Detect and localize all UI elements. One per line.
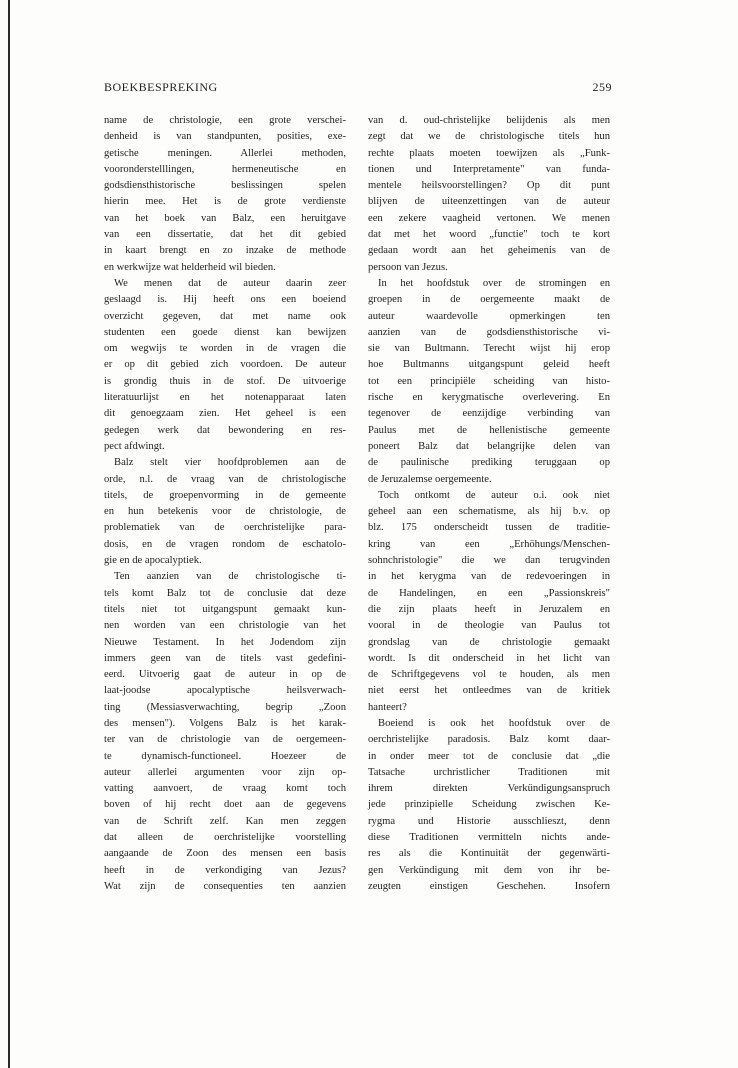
text-line: van d. oud-christelijke belijdenis als men [368,115,610,126]
text-line: sohnchristologie" die we dan terugvinden [368,555,610,567]
text-line: des mensen"). Volgens Balz is het karak- [104,717,346,729]
text-line: blijven de uiteenzettingen van de auteur [368,196,610,208]
text-line: niet eerst het ontleedmes van de kritiek [368,685,610,697]
text-line: Wat zijn de consequenties ten aanzien [104,880,346,892]
text-line: hoe Bultmanns uitgangspunt geleid heeft [368,359,610,371]
text-line: de paulinische prediking teruggaan op [368,457,610,469]
text-line: de Jeruzalemse oergemeente. [368,473,492,485]
text-line: grondslag van de christologie gemaakt [368,636,610,648]
text-line: de Handelingen, en een „Passionskreis" [368,587,610,599]
text-line: van het boek van Balz, een heruitgave [104,212,346,224]
text-line: poneert Balz dat belangrijke delen van [368,440,610,452]
text-line: titels niet tot uitgangspunt gemaakt kun- [104,603,346,615]
text-line: jede prinzipielle Scheidung zwischen Ke- [368,799,610,811]
text-line: geslaagd is. Hij heeft ons een boeiend [104,294,346,306]
text-line: dat met het woord „functie" toch te kort [368,229,610,241]
text-line: gedegen werk dat bewondering en res- [104,424,346,436]
binding-edge-line [8,0,10,1068]
right-text-column [368,113,610,895]
running-head: BOEKBESPREKING [104,80,218,94]
text-line: de Schriftgegevens vol te houden, als men [368,669,610,681]
text-line: auteur waardevolle opmerkingen ten [368,310,610,322]
text-line: tels komt Balz tot de conclusie dat deze [104,587,346,599]
text-line: gedaan wordt aan het geheimenis van de [368,245,610,257]
text-line: getische meningen. Allerlei methoden, [104,147,346,159]
text-line: rechte plaats moeten toewijzen als „Funk- [368,147,610,159]
text-line: vooronderstelllingen, hermeneutische en [104,163,346,175]
text-line: en werkwijze wat helderheid wil bieden. [104,261,276,273]
text-line: dosis, en de vragen rondom de eschatolo- [104,538,346,550]
text-line: oerchristelijke paradosis. Balz komt daar- [368,734,610,746]
text-line: heeft in de verkondiging van Jezus? [104,864,346,876]
text-line: in het kerygma van de redevoeringen in [368,571,610,583]
text-line: gen Verkündigung mit dem von ihr be- [368,864,610,876]
page-number: 259 [592,80,612,94]
text-line: te dynamisch-functioneel. Hoezeer de [104,750,346,762]
text-line: om wegwijs te worden in de vragen die [104,343,346,355]
text-line: dit genoegzaam zien. Het geheel is een [104,408,346,420]
text-line: er op dit gebied zich voordoen. De auteur [104,359,346,371]
text-line: problematiek van de oerchristelijke para- [104,522,346,534]
text-line: diese Traditionen vermitteln nichts ande- [368,832,610,844]
text-line: In het hoofdstuk over de stromingen en [378,277,610,289]
text-line: van de Schrift zelf. Kan men zeggen [104,815,346,827]
text-line: boven of hij recht doet aan de gegevens [104,799,346,811]
text-line: immers geen van de titels vast gedefini- [104,652,346,664]
text-line: ter van de christologie van de oergemeen- [104,734,346,746]
text-line: Balz stelt vier hoofdproblemen aan de [114,457,346,469]
text-line: kring van een „Erhöhungs/Menschen- [368,538,610,550]
text-line: en hun betekenis voor de christologie, de [104,506,346,518]
text-line: in kaart brengt en zo inzake de methode [104,245,346,257]
text-line: tegenover de eenzijdige verbinding van [368,408,610,420]
text-line: vooral in de theologie van Paulus tot [368,620,610,632]
text-line: groepen in de oergemeente maakt de [368,294,610,306]
text-line: studenten een goede dienst kan bewijzen [104,326,346,338]
text-line: sie van Bultmann. Terecht wijst hij erop [368,343,610,355]
text-line: pect afdwingt. [104,440,165,452]
text-line: orde, n.l. de vraag van de christologische [104,473,346,485]
text-line: name de christologie, een grote verschei- [104,115,346,126]
text-line: zegt dat we de christologische titels hun [368,131,610,143]
text-line: vatting aanvoert, de vraag komt toch [104,783,346,795]
text-line: aanzien van de godsdiensthistorische vi- [368,326,610,338]
text-line: Tatsache urchristlicher Traditionen mit [368,766,610,778]
text-line: hanteert? [368,701,407,713]
text-line: persoon van Jezus. [368,261,448,273]
text-line: denheid is van standpunten, posities, exe- [104,131,346,143]
text-line: in onder meer tot de conclusie dat „die [368,750,610,762]
text-line: auteur allerlei argumenten voor zijn op- [104,766,346,778]
text-line: Boeiend is ook het hoofdstuk over de [378,717,610,729]
text-line: een zekere vaagheid vertonen. We menen [368,212,610,224]
text-line: hierin mee. Het is de grote verdienste [104,196,346,208]
text-line: die zijn plaats heeft in Jeruzalem en [368,603,610,615]
text-line: titels, de groepenvorming in de gemeente [104,489,346,501]
text-line: tot een principiële scheiding van histo- [368,375,610,387]
text-line: res als die Kontinuität der gegenwärti- [368,848,610,860]
text-line: godsdiensthistorische beslissingen spelen [104,180,346,192]
text-line: ihrem direkten Verkündigungsanspruch [368,783,610,795]
text-line: Nieuwe Testament. In het Jodendom zijn [104,636,346,648]
text-line: dat alleen de oerchristelijke voorstelling [104,832,346,844]
text-line: laat-joodse apocalyptische heilsverwach- [104,685,346,697]
text-line: overzicht gegeven, dat met name ook [104,310,346,322]
text-line: zeugten einstigen Geschehen. Insofern [368,880,610,892]
text-line: is grondig thuis in de stof. De uitvoerige [104,375,346,387]
text-line: Paulus met de hellenistische gemeente [368,424,610,436]
text-line: gie en de apocalyptiek. [104,555,202,567]
text-line: literatuurlijst en het notenapparaat laten [104,392,346,404]
text-line: ting (Messiasverwachting, begrip „Zoon [104,701,346,713]
text-line: eerd. Uitvoerig gaat de auteur in op de [104,669,346,681]
page-header [104,80,612,98]
text-line: van een dissertatie, dat het dit gebied [104,229,346,241]
text-line: Toch ontkomt de auteur o.i. ook niet [378,489,610,501]
text-line: tionen und Interpretamente" van funda- [368,163,610,175]
text-line: rygma und Historie ausschlieszt, denn [368,815,610,827]
text-line: nen worden van een christologie van het [104,620,346,632]
left-text-column [104,113,346,895]
text-line: aangaande de Zoon des mensen een basis [104,848,346,860]
text-line: geheel aan een schematisme, als hij b.v. op [368,506,610,518]
text-line: Ten aanzien van de christologische ti- [114,571,346,583]
text-line: rische en kerygmatische overlevering. En [368,392,610,404]
text-line: blz. 175 onderscheidt tussen de traditie- [368,522,610,534]
text-line: wordt. Is dit onderscheid in het licht van [368,652,610,664]
text-line: mentele heilsvoorstellingen? Op dit punt [368,180,610,192]
text-line: We menen dat de auteur daarin zeer [114,277,346,289]
